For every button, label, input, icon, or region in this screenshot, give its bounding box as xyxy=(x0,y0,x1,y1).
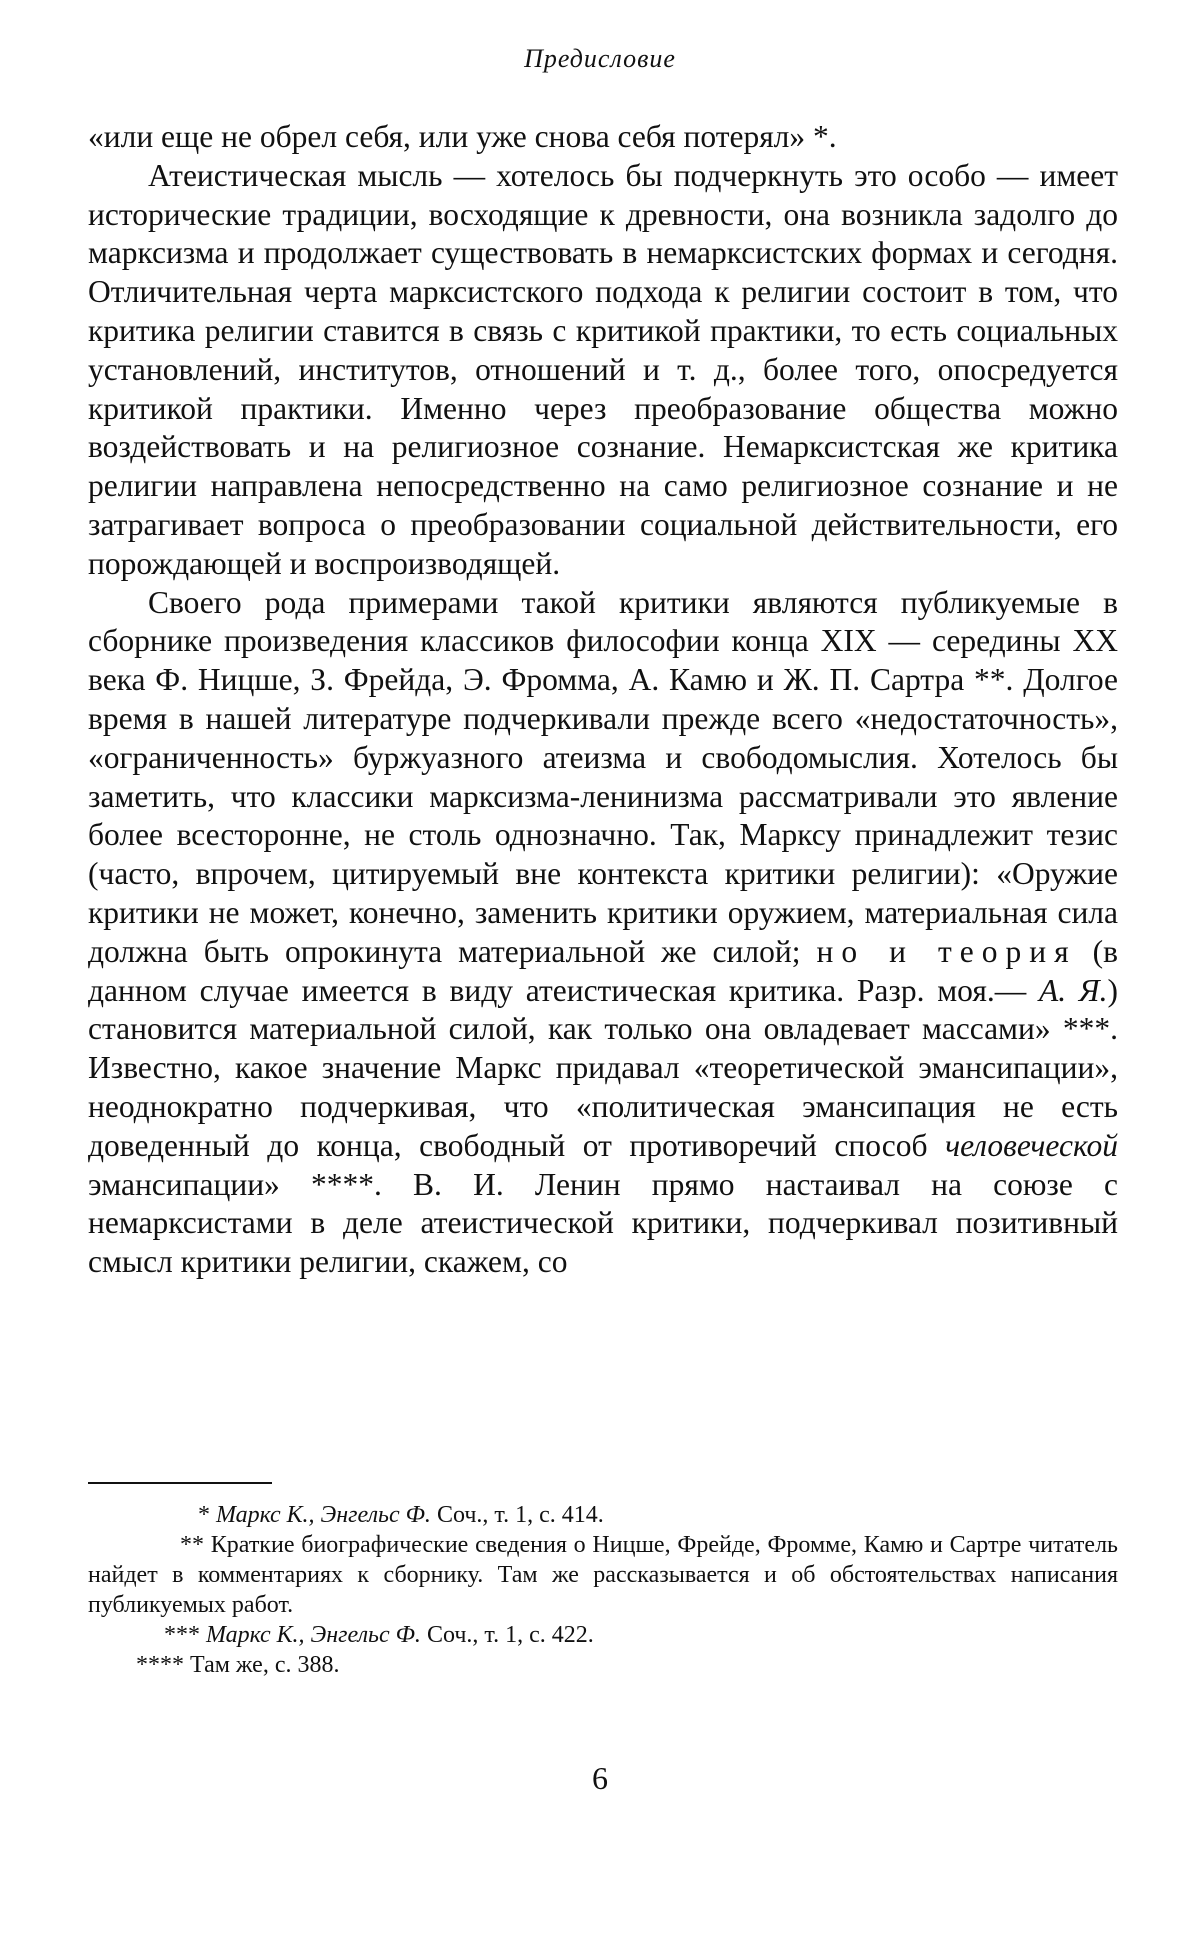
paragraph-3-text-b: (в данном случае имеется в виду атеистическая критика. Разр. моя.— xyxy=(88,933,1119,1008)
paragraph-1: «или еще не обрел себя, или уже снова себя потерял» *. xyxy=(88,119,837,154)
spaced-emphasis: но и теория xyxy=(816,933,1077,969)
footnote-1 xyxy=(88,1500,1118,1530)
footnote-text: Там же, с. 388. xyxy=(190,1652,340,1678)
footnote-4 xyxy=(88,1650,1118,1680)
footnote-text: Краткие биографические сведения о Ницше, Фрейде, Фромме, Камю и Сартре читатель найдет в комментариях к сборнику. Там же рассказывается и об обстоятельствах написания публикуемых работ. xyxy=(88,1532,1118,1618)
footnote-rule xyxy=(88,1482,272,1484)
paragraph-2: Атеистическая мысль — хотелось бы подчеркнуть это особо — имеет исторические традиции, восходящие к древности, она возникла задолго до марксизма и продолжает существовать в немарксистских формах и сегодня. Отличительная черта марксистского подхода к религии состоит в том, что критика религии ставится в связь с критикой практики, то есть социальных установлений, институтов, отношений и т. д., более того, опосредуется критикой практики. Именно через преобразование общества можно воздействовать и на религиозное сознание. Немарксистская же критика религии направлена непосредственно на само религиозное сознание и не затрагивает вопроса о преобразовании социальной действительности, его порождающей и воспроизводящей. xyxy=(88,157,1118,581)
footnote-text: Соч., т. 1, с. 422. xyxy=(426,1622,594,1648)
footnote-mark: *** xyxy=(164,1622,200,1648)
main-text xyxy=(88,118,1118,1282)
footnote-3 xyxy=(88,1620,1118,1650)
paragraph-3-text-c: ) становится материальной силой, как только она овладевает массами» ***. Известно, какое значение Маркс придавал «теоретической эмансипации», неоднократно подчеркивая, что «политическая эмансипация не есть доведенный до конца, свободный от противоречий способ xyxy=(88,972,1119,1163)
footnotes xyxy=(88,1500,1118,1680)
footnote-authors: Маркс К., Энгельс Ф. xyxy=(216,1502,431,1528)
running-head: Предисловие xyxy=(524,44,676,73)
footnote-mark: * xyxy=(198,1502,210,1528)
footnote-mark: **** xyxy=(136,1652,184,1678)
paragraph-3-text-a: Своего рода примерами такой критики являются публикуемые в сборнике произведения классиков философии конца XIX — середины XX века Ф. Ницше, З. Фрейда, Э. Фромма, А. Камю и Ж. П. Сартра **. Долгое время в нашей литературе подчеркивали прежде всего «недостаточность», «ограниченность» буржуазного атеизма и свободомыслия. Хотелось бы заметить, что классики марксизма-ленинизма рассматривали это явление более всесторонне, не столь однозначно. Так, Марксу принадлежит тезис (часто, впрочем, цитируемый вне контекста критики религии): «Оружие критики не может, конечно, заменить критики оружием, материальная сила должна быть опрокинута материальной же силой; xyxy=(88,584,1118,969)
footnote-mark: ** xyxy=(180,1532,204,1558)
italic-emphasis: человеческой xyxy=(945,1127,1119,1163)
footnote-authors: Маркс К., Энгельс Ф. xyxy=(206,1622,421,1648)
paragraph-3 xyxy=(88,584,1118,1282)
author-initials: А. Я. xyxy=(1039,972,1108,1008)
paragraph-3-text-d: эмансипации» ****. В. И. Ленин прямо настаивал на союзе с немарксистами в деле атеистической критики, подчеркивал позитивный смысл критики религии, скажем, со xyxy=(88,1166,1118,1280)
page-number: 6 xyxy=(592,1760,608,1796)
footnote-text: Соч., т. 1, с. 414. xyxy=(436,1502,604,1528)
footnote-2 xyxy=(88,1530,1118,1620)
